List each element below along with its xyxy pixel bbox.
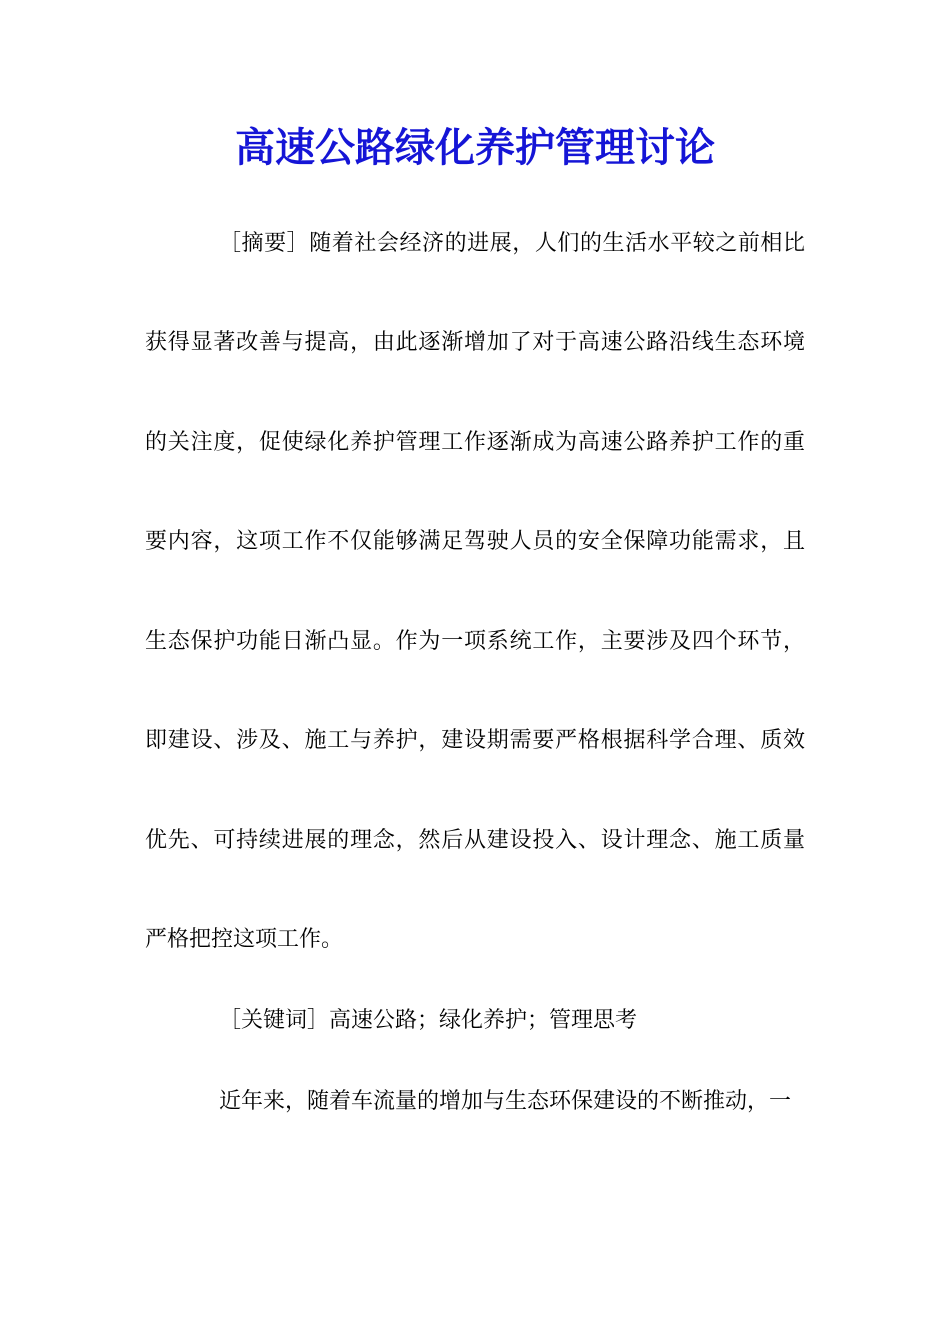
- abstract-line: ［摘要］随着社会经济的进展，人们的生活水平较之前相比: [219, 231, 805, 256]
- abstract-line: 即建设、涉及、施工与养护，建设期需要严格根据科学合理、质效: [145, 728, 805, 753]
- keywords-line: ［关键词］高速公路；绿化养护；管理思考: [219, 1008, 638, 1033]
- abstract-line: 生态保护功能日渐凸显。作为一项系统工作，主要涉及四个环节，: [145, 629, 805, 654]
- abstract-line: 获得显著改善与提高，由此逐渐增加了对于高速公路沿线生态环境: [145, 330, 805, 355]
- abstract-line: 要内容，这项工作不仅能够满足驾驶人员的安全保障功能需求，且: [145, 529, 805, 554]
- body-line: 近年来，随着车流量的增加与生态环保建设的不断推动，一: [219, 1089, 792, 1114]
- abstract-line: 优先、可持续进展的理念，然后从建设投入、设计理念、施工质量: [145, 828, 805, 853]
- abstract-line: 的关注度，促使绿化养护管理工作逐渐成为高速公路养护工作的重: [145, 430, 805, 455]
- abstract-line: 严格把控这项工作。: [145, 927, 344, 952]
- document-title: 高速公路绿化养护管理讨论: [235, 124, 715, 171]
